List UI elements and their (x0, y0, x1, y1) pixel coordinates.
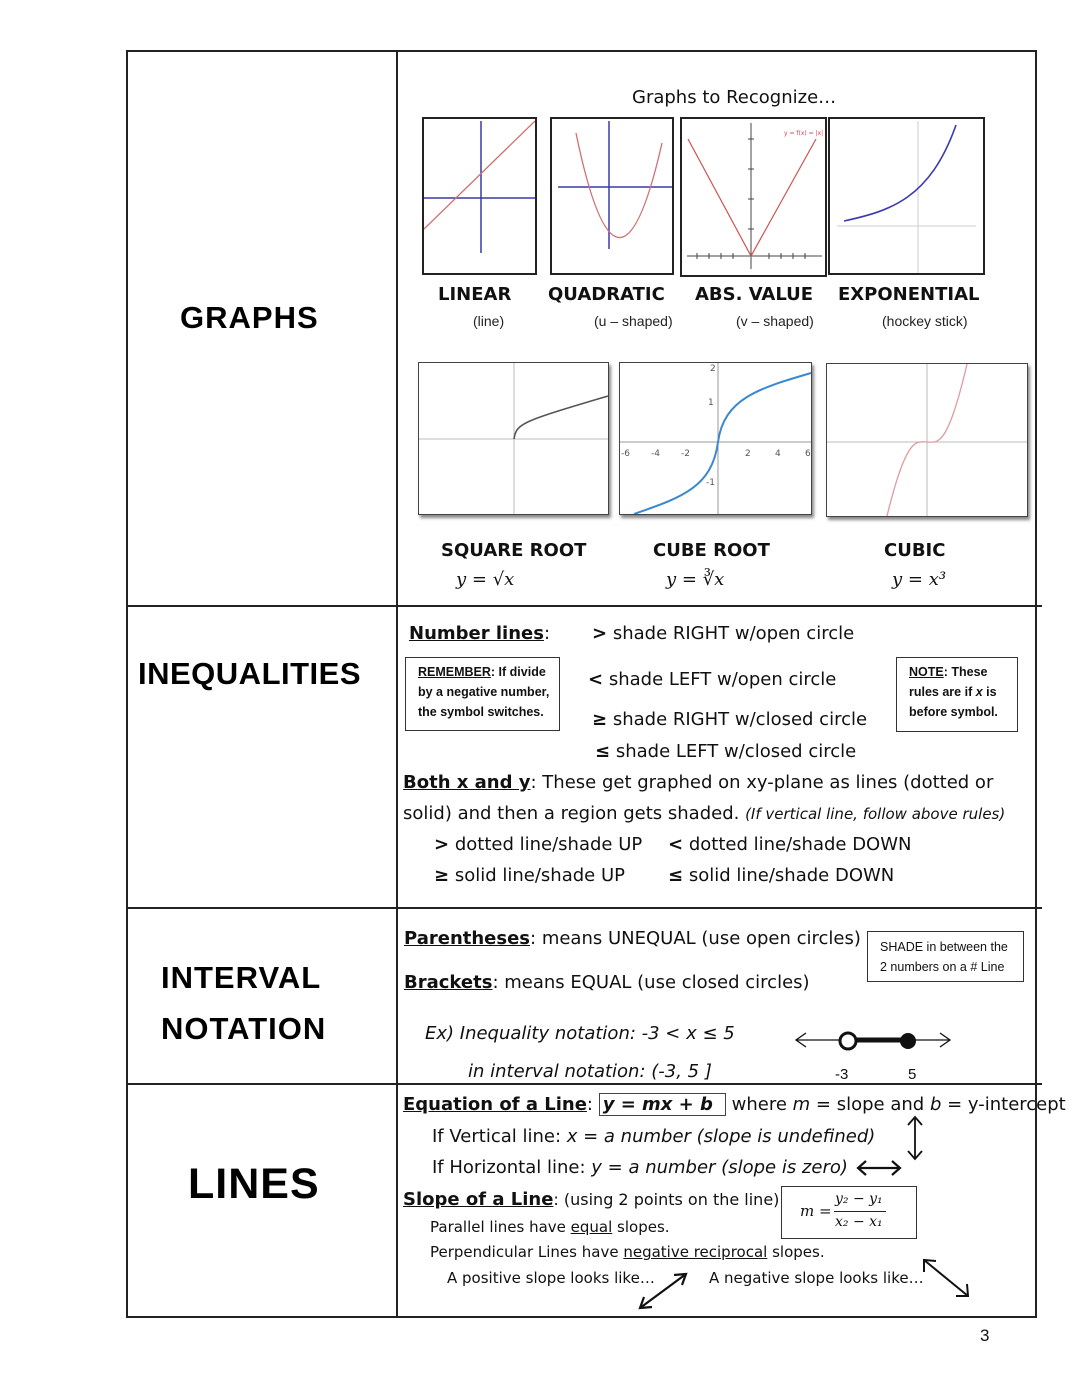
svg-text:-4: -4 (651, 449, 660, 459)
rule-item: ≥ shade RIGHT w/closed circle (592, 709, 868, 730)
graph-exponential (828, 117, 985, 275)
slope-formula-box: m = y₂ − y₁ x₂ − x₁ (781, 1186, 917, 1239)
remember-box: REMEMBER: If divide by a negative number, the symbol switches. (405, 657, 560, 731)
svg-text:-1: -1 (706, 478, 715, 488)
row-divider-1 (126, 605, 1042, 607)
shade-box: SHADE in between the 2 numbers on a # Line (867, 931, 1024, 982)
svg-text:-6: -6 (621, 449, 630, 459)
horizontal-line-rule: If Horizontal line: y = a number (slope is zero) (432, 1157, 848, 1178)
equation-box: y = mx + b (599, 1093, 726, 1116)
graph-square-root (418, 362, 609, 515)
graph-title-exponential: EXPONENTIAL (838, 284, 980, 305)
table-border-left (126, 50, 128, 1318)
number-line-diagram (792, 1025, 956, 1055)
svg-text:6: 6 (805, 449, 811, 459)
quadratic-graph-icon (552, 119, 672, 273)
svg-text:1: 1 (708, 398, 714, 408)
table-border-top (126, 50, 1037, 52)
graph-sub-linear: (line) (473, 313, 505, 329)
graph-cube-root (619, 362, 812, 515)
formula-cubic: y = x³ (892, 569, 947, 590)
perpendicular-rule: Perpendicular Lines have negative reciprocal slopes. (430, 1243, 825, 1261)
graph-cubic (826, 363, 1028, 517)
table-border-right (1035, 50, 1037, 1318)
graph-title-abs-value: ABS. VALUE (695, 284, 814, 305)
svg-text:y = f(x) = |x|: y = f(x) = |x| (784, 130, 824, 137)
vertical-line-rule: If Vertical line: x = a number (slope is undefined) (432, 1126, 876, 1147)
page-number: 3 (980, 1326, 990, 1345)
svg-text:4: 4 (775, 449, 781, 459)
rule-item: < shade LEFT w/open circle (588, 669, 837, 690)
both-xy-line-2: solid) and then a region gets shaded. (If vertical line, follow above rules) (403, 803, 1006, 824)
slope-line: Slope of a Line: (using 2 points on the line) (403, 1189, 780, 1210)
xy-rule-item: > dotted line/shade UP (434, 834, 643, 855)
section-label-graphs: GRAPHS (180, 300, 319, 335)
graph-title-quadratic: QUADRATIC (548, 284, 665, 305)
abs-value-graph-icon (682, 119, 825, 275)
row-divider-3 (126, 1083, 1042, 1085)
graph-linear (422, 117, 537, 275)
negative-slope-text: A negative slope looks like… (709, 1269, 924, 1287)
parallel-rule: Parallel lines have equal slopes. (430, 1218, 670, 1236)
number-lines-heading: Number lines: (409, 623, 551, 644)
section-label-notation: NOTATION (161, 1011, 327, 1046)
both-xy-line-1: Both x and y: These get graphed on xy-plane as lines (dotted or (403, 772, 994, 793)
xy-rule-item: ≤ solid line/shade DOWN (668, 865, 895, 886)
graph-title-linear: LINEAR (438, 284, 512, 305)
exponential-graph-icon (830, 119, 983, 273)
example-interval: in interval notation: (-3, 5 ] (468, 1061, 712, 1082)
section-label-interval: INTERVAL (161, 960, 322, 995)
graph-sub-exponential: (hockey stick) (882, 313, 968, 329)
graphs-heading: Graphs to Recognize… (632, 87, 837, 108)
brackets-line: Brackets: means EQUAL (use closed circles) (404, 972, 810, 993)
column-divider (396, 50, 398, 1318)
graph-sub-abs-value: (v – shaped) (736, 313, 814, 329)
svg-text:2: 2 (710, 364, 716, 374)
svg-text:-2: -2 (681, 449, 690, 459)
cube-root-graph-icon (620, 363, 811, 514)
graph-sub-quadratic: (u – shaped) (594, 313, 673, 329)
positive-slope-arrow-icon (636, 1270, 690, 1312)
rule-item: > shade RIGHT w/open circle (592, 623, 855, 644)
graph-quadratic (550, 117, 674, 275)
example-inequality: Ex) Inequality notation: -3 < x ≤ 5 (425, 1023, 735, 1044)
xy-rule-item: ≥ solid line/shade UP (434, 865, 625, 886)
square-root-graph-icon (419, 363, 608, 514)
negative-slope-arrow-icon (920, 1256, 972, 1300)
graph-title-square-root: SQUARE ROOT (441, 540, 587, 561)
formula-square-root: y = √x (456, 569, 515, 590)
formula-cube-root: y = ∛x (666, 569, 725, 590)
linear-graph-icon (424, 119, 535, 273)
number-line-icon (792, 1025, 956, 1055)
note-box: NOTE: These rules are if x is before symbol. (896, 657, 1018, 732)
positive-slope-text: A positive slope looks like… (447, 1269, 655, 1287)
graph-abs-value (680, 117, 827, 277)
row-divider-2 (126, 907, 1042, 909)
svg-text:2: 2 (745, 449, 751, 459)
parentheses-line: Parentheses: means UNEQUAL (use open circles) (404, 928, 861, 949)
number-line-left-label: -3 (835, 1066, 849, 1083)
xy-rule-item: < dotted line/shade DOWN (668, 834, 912, 855)
equation-line: Equation of a Line: y = mx + b where m = slope and b = y-intercept (403, 1094, 1066, 1115)
horizontal-arrow-icon (856, 1158, 902, 1178)
rule-item: ≤ shade LEFT w/closed circle (595, 741, 857, 762)
section-label-inequalities: INEQUALITIES (138, 656, 362, 691)
table-border-bottom (126, 1316, 1037, 1318)
vertical-arrow-icon (905, 1115, 925, 1161)
section-label-lines: LINES (188, 1160, 320, 1208)
graph-title-cubic: CUBIC (884, 540, 946, 561)
number-line-right-label: 5 (908, 1066, 917, 1083)
cubic-graph-icon (827, 364, 1027, 516)
graph-title-cube-root: CUBE ROOT (653, 540, 770, 561)
